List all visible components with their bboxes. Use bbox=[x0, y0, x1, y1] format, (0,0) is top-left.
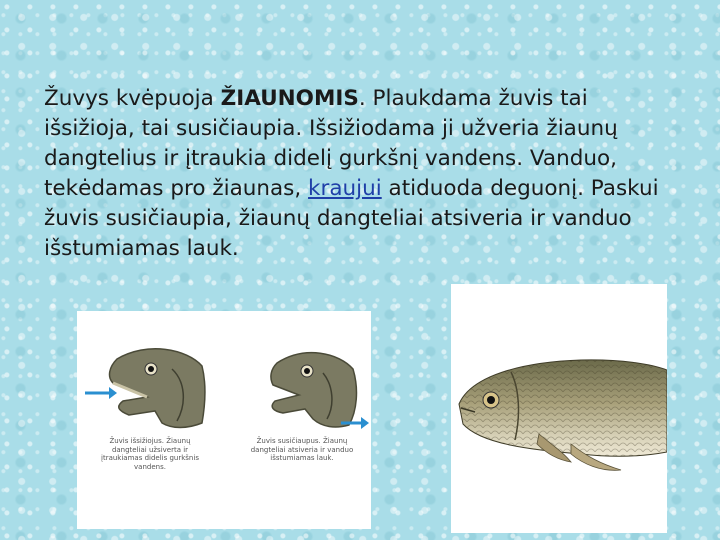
fish-illustration bbox=[451, 284, 667, 533]
text-part-1: Žuvys kvėpuoja bbox=[44, 86, 221, 111]
gill-diagram-image bbox=[77, 311, 371, 529]
bold-term: ŽIAUNOMIS bbox=[220, 86, 359, 111]
water-in-arrow-icon bbox=[85, 387, 117, 399]
fish-photo bbox=[451, 284, 667, 533]
caption-open-mouth: Žuvis išsižiojus. Žiaunų dangteliai užsiverta ir įtraukiamas didelis gurkšnis vandens. bbox=[101, 437, 199, 471]
caption-closed-mouth: Žuvis susičiaupus. Žiaunų dangteliai atsiveria ir vanduo išstumiamas lauk. bbox=[250, 437, 354, 462]
text-part-2: . Plaukdama žuvis tai išsižioja, tai susičiaupia. Išsižiodama ji užveria žiaunų dangtelius ir įtraukia didelį gurkšnį vandens. Vanduo, tekėdamas pro žiaunas, bbox=[44, 86, 618, 201]
fish-head-closed-mouth bbox=[271, 353, 357, 427]
kraujui-link[interactable]: kraujui bbox=[308, 176, 382, 201]
gill-diagram-drawing bbox=[77, 311, 371, 529]
text-part-3: atiduoda deguonį. Paskui žuvis susičiaupia, žiaunų dangteliai atsiveria ir vanduo išstumiamas lauk. bbox=[44, 176, 659, 261]
body-paragraph bbox=[44, 84, 684, 264]
fish-head-open-mouth bbox=[110, 349, 206, 428]
